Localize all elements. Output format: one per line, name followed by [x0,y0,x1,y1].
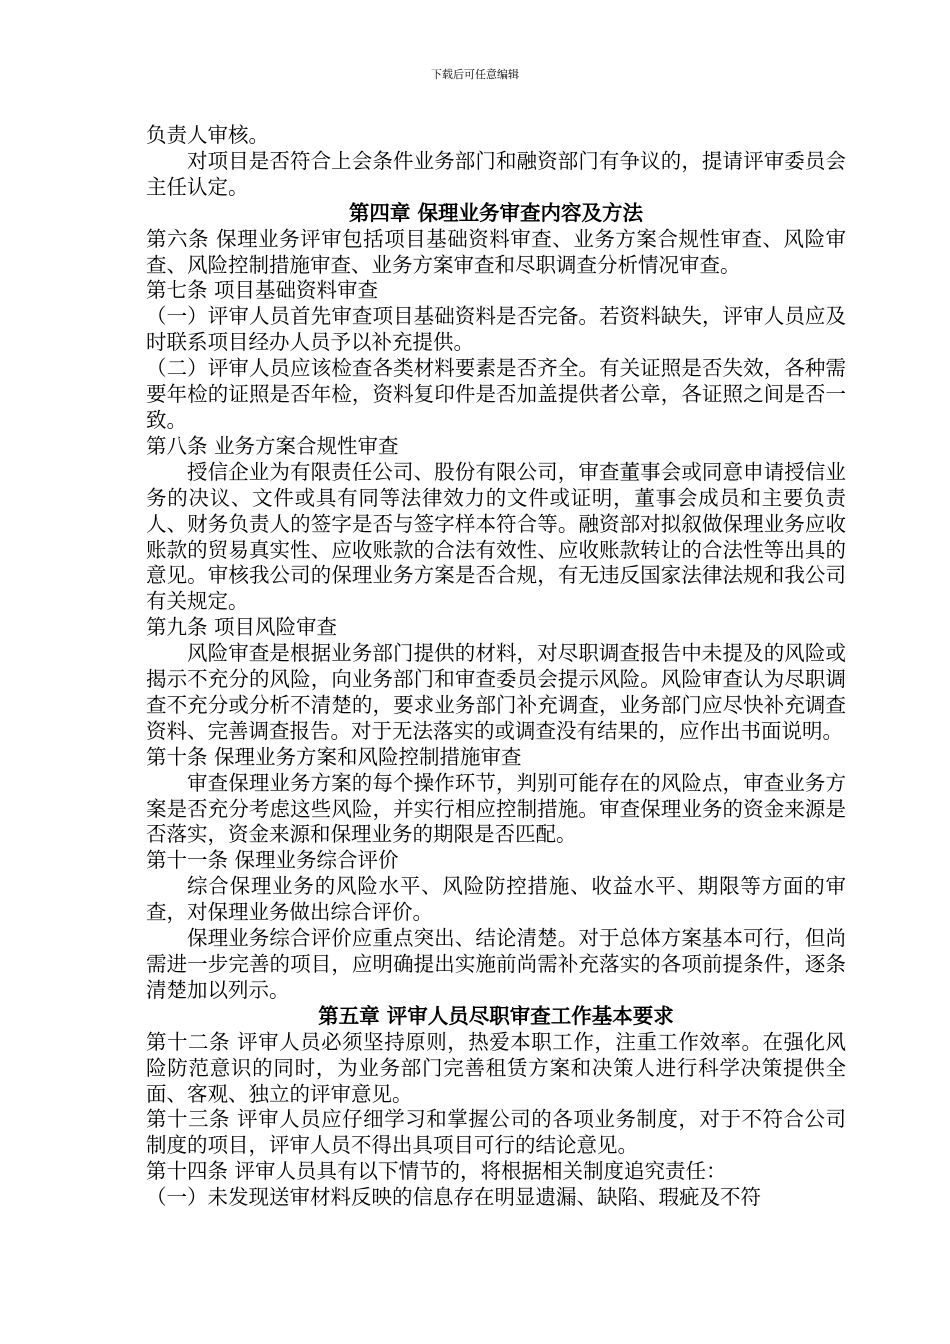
list-item: （二）评审人员应该检查各类材料要素是否齐全。有关证照是否失效，各种需要年检的证照是否年检，资料复印件是否加盖提供者公章，各证照之间是否一致。 [146,356,846,432]
article-paragraph: 第十四条 评审人员具有以下情节的，将根据相关制度追究责任： [146,1159,727,1184]
article-heading: 第十一条 保理业务综合评价 [146,848,399,873]
article-paragraph: 第十二条 评审人员必须坚持原则，热爱本职工作，注重工作效率。在强化风险防范意识的同时，为业务部门完善租赁方案和决策人进行科学决策提供全面、客观、独立的评审意见。 [146,1029,846,1106]
article-heading: 第九条 项目风险审查 [146,615,338,640]
paragraph: 综合保理业务的风险水平、风险防控措施、收益水平、期限等方面的审查，对保理业务做出综合评价。 [146,874,846,925]
list-item: （一）未发现送审材料反映的信息存在明显遗漏、缺陷、瑕疵及不符 [146,1185,761,1210]
paragraph: 授信企业为有限责任公司、股份有限公司，审查董事会或同意申请授信业务的决议、文件或具有同等法律效力的文件或证明，董事会成员和主要负责人、财务负责人的签字是否与签字样本符合等。融资部对拟叙做保理业务应收账款的贸易真实性、应收账款的合法有效性、应收账款转让的合法性等出具的意见。审核我公司的保理业务方案是否合规，有无违反国家法律法规和我公司有关规定。 [146,459,846,614]
paragraph: 风险审查是根据业务部门提供的材料，对尽职调查报告中未提及的风险或揭示不充分的风险，向业务部门和审查委员会提示风险。风险审查认为尽职调查不充分或分析不清楚的，要求业务部门补充调查，业务部门应尽快补充调查资料、完善调查报告。对于无法落实的或调查没有结果的，应作出书面说明。 [146,641,846,743]
list-item: （一）评审人员首先审查项目基础资料是否完备。若资料缺失，评审人员应及时联系项目经办人员予以补充提供。 [146,304,846,355]
paragraph: 对项目是否符合上会条件业务部门和融资部门有争议的，提请评审委员会主任认定。 [146,148,846,199]
chapter-heading: 第四章 保理业务审查内容及方法 [348,200,644,225]
paragraph: 负责人审核。 [146,123,269,147]
paragraph: 保理业务综合评价应重点突出、结论清楚。对于总体方案基本可行，但尚需进一步完善的项目，应明确提出实施前尚需补充落实的各项前提条件，逐条清楚加以列示。 [146,926,846,1002]
article-heading: 第十条 保理业务方案和风险控制措施审查 [146,744,522,769]
paragraph: 审查保理业务方案的每个操作环节，判别可能存在的风险点，审查业务方案是否充分考虑这些风险，并实行相应控制措施。审查保理业务的资金来源是否落实，资金来源和保理业务的期限是否匹配。 [146,770,846,847]
article-heading: 第七条 项目基础资料审查 [146,278,379,303]
article-heading: 第八条 业务方案合规性审查 [146,433,399,458]
chapter-heading: 第五章 评审人员尽职审查工作基本要求 [318,1003,674,1028]
page-header: 下载后可任意编辑 [431,68,519,81]
document-body [146,123,846,1211]
article-paragraph: 第六条 保理业务评审包括项目基础资料审查、业务方案合规性审查、风险审查、风险控制措施审查、业务方案审查和尽职调查分析情况审查。 [146,226,846,277]
article-paragraph: 第十三条 评审人员应仔细学习和掌握公司的各项业务制度，对于不符合公司制度的项目，评审人员不得出具项目可行的结论意见。 [146,1107,846,1158]
